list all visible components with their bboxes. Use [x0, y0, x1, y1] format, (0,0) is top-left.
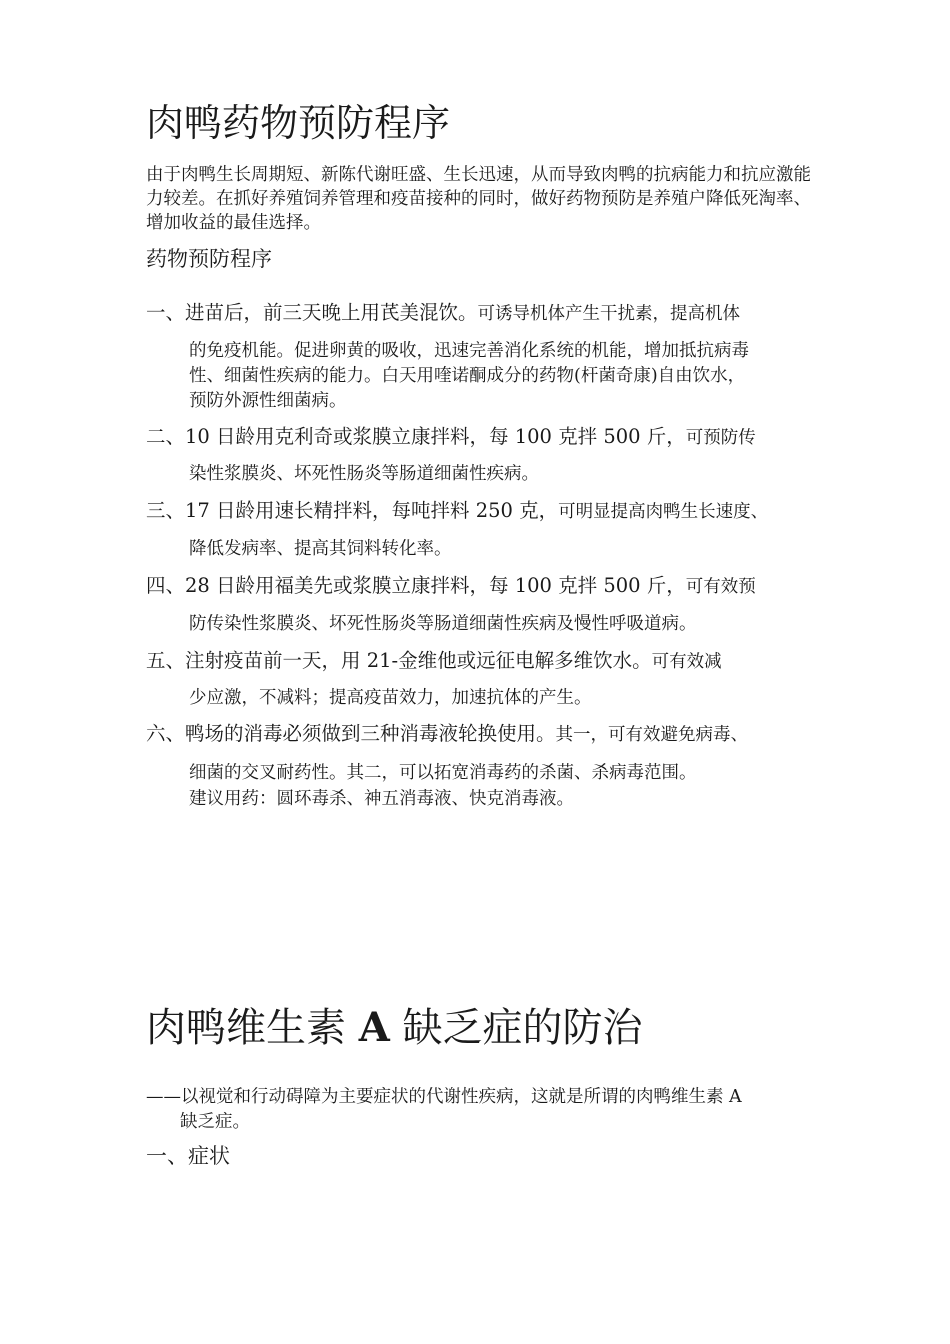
list-item-4-lead-text: 四、28 日龄用福美先或浆膜立康拌料，每 100 克拌 500 斤， — [146, 574, 686, 597]
list-item-3-lead-text: 三、17 日龄用速长精拌料，每吨拌料 250 克， — [146, 499, 559, 522]
article-2-section-heading: 一、症状 — [146, 1144, 230, 1168]
list-item-6-lead-text: 六、鸭场的消毒必须做到三种消毒液轮换使用。 — [146, 722, 556, 745]
list-item-5-lead — [146, 646, 722, 677]
list-item-1-lead — [146, 298, 740, 329]
article-2-intro-line-2: 缺乏症。 — [180, 1112, 250, 1132]
list-item-6-lead — [146, 719, 748, 750]
list-item-1-line-1: 的免疫机能。促进卵黄的吸收，迅速完善消化系统的机能，增加抵抗病毒 — [189, 341, 749, 361]
article-2-title-latin: A — [358, 1004, 390, 1051]
list-item-1-lead-text: 一、进苗后，前三天晚上用芪美混饮。 — [146, 301, 478, 324]
article-2-title-pre: 肉鸭维生素 — [146, 1005, 359, 1051]
list-item-4-lead — [146, 571, 756, 602]
list-item-5-lead-tail: 可有效减 — [651, 652, 722, 672]
list-item-1-lead-tail: 可诱导机体产生干扰素，提高机体 — [477, 304, 741, 324]
list-item-4-line-1: 防传染性浆膜炎、坏死性肠炎等肠道细菌性疾病及慢性呼吸道病。 — [189, 614, 697, 634]
list-item-2-line-1: 染性浆膜炎、坏死性肠炎等肠道细菌性疾病。 — [189, 464, 539, 484]
section-subheading: 药物预防程序 — [146, 247, 272, 271]
list-item-2-lead — [146, 422, 756, 453]
list-item-6-lead-tail: 其一，可有效避免病毒、 — [555, 725, 749, 745]
list-item-4-lead-tail: 可有效预 — [685, 577, 756, 597]
list-item-2-lead-tail: 可预防传 — [685, 428, 756, 448]
article-2-intro-line-1: ——以视觉和行动碍障为主要症状的代谢性疾病，这就是所谓的肉鸭维生素 A — [146, 1087, 742, 1107]
list-item-6-line-2: 建议用药：圆环毒杀、神五消毒液、快克消毒液。 — [189, 789, 574, 809]
list-item-3-line-1: 降低发病率、提高其饲料转化率。 — [189, 539, 452, 559]
list-item-2-lead-text: 二、10 日龄用克利奇或浆膜立康拌料，每 100 克拌 500 斤， — [146, 425, 686, 448]
article-title: 肉鸭药物预防程序 — [146, 101, 451, 145]
list-item-1-line-3: 预防外源性细菌病。 — [189, 391, 347, 411]
article-2-title-post: 缺乏症的防治 — [389, 1005, 643, 1051]
list-item-1-line-2: 性、细菌性疾病的能力。白天用喹诺酮成分的药物(杆菌奇康)自由饮水， — [189, 366, 746, 386]
list-item-3-lead — [146, 496, 768, 527]
list-item-6-line-1: 细菌的交叉耐药性。其二，可以拓宽消毒药的杀菌、杀病毒范围。 — [189, 763, 697, 783]
list-item-5-line-1: 少应激，不减料；提高疫苗效力，加速抗体的产生。 — [189, 688, 592, 708]
article-2-title — [146, 1003, 642, 1053]
list-item-3-lead-tail: 可明显提高肉鸭生长速度、 — [558, 502, 769, 522]
list-item-5-lead-text: 五、注射疫苗前一天，用 21-金维他或远征电解多维饮水。 — [146, 649, 652, 672]
intro-paragraph: 由于肉鸭生长周期短、新陈代谢旺盛、生长迅速，从而导致肉鸭的抗病能力和抗应激能力较差。在抓好养殖饲养管理和疫苗接种的同时，做好药物预防是养殖户降低死淘率、增加收益的最佳选择。 — [146, 165, 811, 233]
